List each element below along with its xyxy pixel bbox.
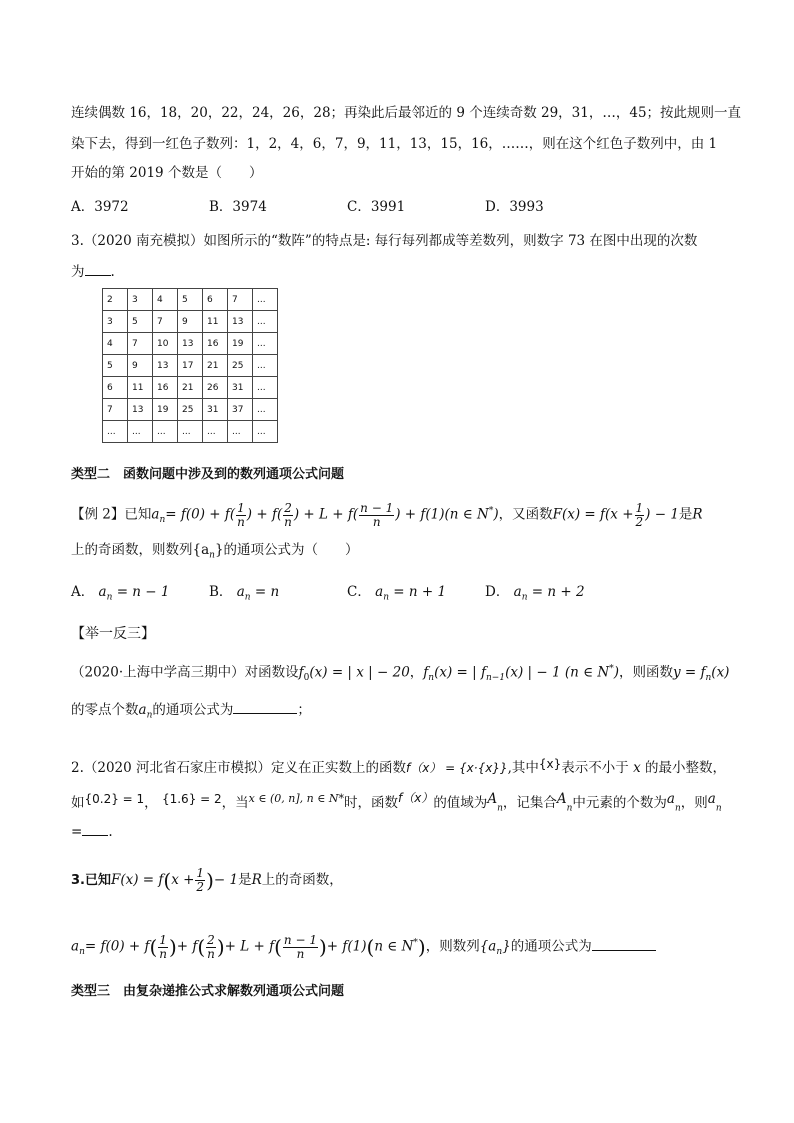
answer-blank bbox=[82, 835, 108, 836]
grid-cell: ... bbox=[253, 333, 278, 355]
p1-text: ； bbox=[297, 702, 311, 718]
grid-row bbox=[103, 377, 278, 399]
example2-text: }的通项公式为（ ） bbox=[214, 542, 359, 558]
choice-a: A．3972 bbox=[71, 199, 129, 215]
math-terms: n ∈ N bbox=[374, 938, 414, 955]
example2-text: 是 bbox=[678, 506, 693, 523]
type3-heading: 类型三 由复杂递推公式求解数列通项公式问题 bbox=[71, 984, 345, 999]
grid-row bbox=[103, 289, 278, 311]
p2-line-3 bbox=[71, 822, 113, 842]
fraction: $\frac{2}{n}$ bbox=[207, 932, 215, 961]
grid-cell: 19 bbox=[153, 399, 178, 421]
grid-cell: 16 bbox=[153, 377, 178, 399]
grid-cell: 6 bbox=[103, 377, 128, 399]
math-sub: n bbox=[209, 550, 215, 561]
math-terms: = f(0) + f( bbox=[165, 506, 236, 523]
p3-text: 3.已知 bbox=[71, 873, 111, 888]
fraction: $\frac{n - 1}{n}$ bbox=[360, 500, 394, 529]
grid-row bbox=[103, 399, 278, 421]
intro-line-3: 开始的第 2019 个数是（ ） bbox=[71, 165, 263, 181]
math-a: a bbox=[151, 506, 160, 523]
grid-cell: 13 bbox=[153, 355, 178, 377]
grid-cell: 13 bbox=[128, 399, 153, 421]
math-terms: = f(0) + f bbox=[84, 938, 150, 955]
math-seq: } bbox=[502, 938, 511, 955]
math-f: f（x） bbox=[397, 791, 434, 805]
math-a: a bbox=[707, 791, 716, 807]
math-domain: x ∈ (0, n], n ∈ N* bbox=[248, 792, 344, 805]
p2-text: ，则 bbox=[680, 795, 708, 811]
grid-cell: 3 bbox=[128, 289, 153, 311]
grid-cell: ... bbox=[253, 355, 278, 377]
math-terms: (x) bbox=[711, 664, 730, 681]
grid-cell: 11 bbox=[128, 377, 153, 399]
choice-b: B．3974 bbox=[209, 199, 267, 215]
grid-cell: 21 bbox=[203, 355, 228, 377]
p2-text: 的值域为 bbox=[433, 795, 488, 811]
fraction: $\frac{1}{n}$ bbox=[159, 932, 167, 961]
math-a: a bbox=[138, 702, 147, 718]
p1-text: 的通项公式为 bbox=[152, 702, 234, 718]
p3-text: 是 bbox=[238, 872, 252, 888]
grid-row bbox=[103, 311, 278, 333]
example2-line-2 bbox=[71, 540, 359, 566]
math-terms: ) − 1 bbox=[645, 506, 679, 523]
math-terms: + f(1) bbox=[326, 938, 367, 955]
math-terms: (x) = | f bbox=[434, 664, 486, 681]
grid-cell: 5 bbox=[178, 289, 203, 311]
p2-text: ，当 bbox=[221, 795, 249, 811]
choice-d: D．3993 bbox=[485, 199, 544, 215]
p2-text: 如 bbox=[71, 795, 85, 811]
math-A: A bbox=[487, 791, 498, 807]
p1-text: ，则函数 bbox=[618, 664, 673, 681]
grid-cell: 7 bbox=[103, 399, 128, 421]
grid-cell: 4 bbox=[103, 333, 128, 355]
math-terms: ) + L + f( bbox=[293, 506, 359, 523]
grid-cell: 25 bbox=[178, 399, 203, 421]
grid-cell: 9 bbox=[178, 311, 203, 333]
math-terms: + f bbox=[176, 938, 198, 955]
fraction: $\frac{2}{n}$ bbox=[284, 500, 292, 529]
math-terms: + L + f bbox=[224, 938, 275, 955]
q3-line-2 bbox=[71, 262, 115, 282]
math-terms: ) bbox=[613, 664, 619, 681]
choices-row-1 bbox=[71, 197, 544, 217]
choice-c: C．3991 bbox=[347, 199, 406, 215]
p2-text: = bbox=[71, 824, 83, 840]
grid-cell: ... bbox=[253, 377, 278, 399]
math-y: y = f bbox=[672, 664, 706, 681]
intro-line-2: 染下去，得到一红色子数列：1，2，4，6，7，9，11，13，15，16，……，则在这个红色子数列中，由 1 bbox=[71, 136, 718, 152]
p2-text: 中元素的个数为 bbox=[572, 795, 667, 811]
fraction: $\frac{1}{2}$ bbox=[196, 866, 205, 894]
grid-cell: 7 bbox=[128, 333, 153, 355]
math-brace: {x} bbox=[538, 757, 562, 771]
p2-line-2 bbox=[71, 784, 722, 823]
q3-prefix: 为 bbox=[71, 264, 85, 280]
grid-cell: 13 bbox=[178, 333, 203, 355]
p3-text: ，则数列 bbox=[425, 938, 480, 955]
math-F: F(x) = f bbox=[110, 872, 164, 888]
grid-cell: 7 bbox=[228, 289, 253, 311]
grid-cell: 5 bbox=[103, 355, 128, 377]
grid-cell: 9 bbox=[128, 355, 153, 377]
type2-heading: 类型二 函数问题中涉及到的数列通项公式问题 bbox=[71, 467, 345, 482]
math-sub: n bbox=[159, 515, 166, 526]
math-F: F(x) = f(x + bbox=[552, 506, 634, 523]
p1-line-1 bbox=[71, 657, 729, 690]
p3-line-2: $a_n= f(0) + f$( $\frac{1}{n}$ )+ f( $\frac{2}{n}$ )+ L + f( $\frac{n - 1}{n}$ )+ f(1)(n ∈ N*)，则数列$\{a_n\}$的通项公式为 bbox=[71, 926, 656, 969]
p2-text: 表示不小于 bbox=[561, 760, 629, 776]
p2-text: 时，函数 bbox=[343, 795, 398, 811]
p3-text: 的通项公式为 bbox=[510, 938, 592, 955]
math-star: * bbox=[413, 938, 418, 948]
grid-cell: 3 bbox=[103, 311, 128, 333]
grid-cell: ... bbox=[253, 399, 278, 421]
grid-cell: 31 bbox=[228, 377, 253, 399]
p3-line-1: 3.已知F(x) = f(x + $\frac{1}{2}$ )− 1是R上的奇函数， bbox=[71, 866, 343, 894]
p1-line-2 bbox=[71, 700, 311, 726]
grid-cell: 17 bbox=[178, 355, 203, 377]
grid-cell: 26 bbox=[203, 377, 228, 399]
choice-c: C． $a_n = n + 1$ bbox=[347, 584, 447, 603]
math-a: a bbox=[666, 791, 675, 807]
p2-text: 的最小整数， bbox=[645, 760, 726, 776]
math-example: {0.2} = 1 bbox=[84, 792, 145, 806]
grid-cell: 7 bbox=[153, 311, 178, 333]
math-R: R bbox=[692, 506, 703, 523]
math-terms: − 1 bbox=[213, 872, 239, 888]
grid-row bbox=[103, 421, 278, 443]
grid-cell: 5 bbox=[128, 311, 153, 333]
math-sub: n bbox=[715, 803, 722, 814]
example2-line-1 bbox=[71, 496, 703, 535]
math-sub: n bbox=[146, 710, 153, 721]
choice-a: A． $a_n = n - 1$ bbox=[71, 584, 170, 603]
grid-cell: 11 bbox=[203, 311, 228, 333]
math-terms: (x) | − 1 (n ∈ N bbox=[505, 664, 610, 681]
grid-cell: 31 bbox=[203, 399, 228, 421]
grid-cell: 21 bbox=[178, 377, 203, 399]
grid-cell: 4 bbox=[153, 289, 178, 311]
math-seq: {a bbox=[479, 938, 497, 955]
math-f: f bbox=[298, 664, 304, 681]
grid-cell: 13 bbox=[228, 311, 253, 333]
math-f: f bbox=[423, 664, 429, 681]
grid-cell: ... bbox=[178, 421, 203, 443]
grid-cell: ... bbox=[153, 421, 178, 443]
p2-text: 2.（2020 河北省石家庄市模拟）定义在正实数上的函数 bbox=[71, 760, 407, 776]
math-sub: 0 bbox=[303, 673, 310, 684]
math-f: f（x） = {x·{x}} bbox=[406, 761, 508, 775]
math-example: {1.6} = 2 bbox=[161, 792, 222, 806]
answer-blank bbox=[85, 275, 111, 276]
q3-suffix: . bbox=[110, 264, 115, 280]
math-sub: n bbox=[566, 803, 573, 814]
answer-blank bbox=[592, 950, 656, 951]
grid-row bbox=[103, 355, 278, 377]
math-terms: ) + f( bbox=[246, 506, 283, 523]
grid-cell: ... bbox=[253, 289, 278, 311]
answer-blank bbox=[233, 713, 297, 714]
math-terms: ) + f(1)(n ∈ N bbox=[395, 506, 489, 523]
math-sub: n bbox=[496, 947, 503, 958]
math-A: A bbox=[556, 791, 567, 807]
grid-cell: ... bbox=[228, 421, 253, 443]
math-terms: (x) = | x | − 20 bbox=[309, 664, 410, 681]
number-grid bbox=[102, 288, 278, 443]
math-star: * bbox=[609, 664, 614, 674]
grid-cell: 19 bbox=[228, 333, 253, 355]
grid-cell: 6 bbox=[203, 289, 228, 311]
math-terms: ) bbox=[493, 506, 499, 523]
fraction: $\frac{1}{2}$ bbox=[635, 500, 644, 529]
grid-cell: ... bbox=[253, 311, 278, 333]
fraction: $\frac{1}{n}$ bbox=[237, 500, 245, 529]
jyfs-heading: 【举一反三】 bbox=[71, 626, 155, 642]
choice-b: B． $a_n = n$ bbox=[209, 584, 280, 603]
example2-text: 上的奇函数，则数列{a bbox=[71, 542, 210, 558]
grid-cell: 2 bbox=[103, 289, 128, 311]
math-R: R bbox=[251, 872, 262, 888]
p3-text: 上的奇函数， bbox=[261, 872, 343, 888]
p1-text: （2020·上海中学高三期中）对函数设 bbox=[71, 664, 299, 681]
grid-cell: ... bbox=[103, 421, 128, 443]
grid-cell: 16 bbox=[203, 333, 228, 355]
p1-text: 的零点个数 bbox=[71, 702, 139, 718]
grid-cell: ... bbox=[203, 421, 228, 443]
math-sub: n−1 bbox=[485, 673, 506, 684]
math-sub: n bbox=[497, 803, 503, 814]
grid-cell: 25 bbox=[228, 355, 253, 377]
p2-text: . bbox=[108, 824, 113, 840]
math-sub: n bbox=[79, 947, 85, 958]
p2-text: ，记集合 bbox=[502, 795, 557, 811]
choices-row-2 bbox=[71, 582, 585, 608]
example2-text: ，又函数 bbox=[498, 506, 553, 523]
math-sub: n bbox=[674, 803, 681, 814]
math-sub: n bbox=[428, 673, 435, 684]
grid-row bbox=[103, 333, 278, 355]
p2-text: ， bbox=[144, 795, 158, 811]
p1-text: ， bbox=[409, 664, 424, 681]
math-x: x bbox=[633, 760, 641, 776]
p2-text: ,其中 bbox=[507, 760, 539, 776]
q3-line-1: 3.（2020 南充模拟）如图所示的“数阵”的特点是: 每行每列都成等差数列，则数字 73 在图中出现的次数 bbox=[71, 233, 698, 249]
grid-cell: ... bbox=[253, 421, 278, 443]
p2-line-1 bbox=[71, 752, 726, 780]
grid-cell: 37 bbox=[228, 399, 253, 421]
math-sub: n bbox=[705, 673, 712, 684]
math-a: a bbox=[71, 938, 80, 955]
grid-cell: ... bbox=[128, 421, 153, 443]
fraction: $\frac{n - 1}{n}$ bbox=[283, 932, 317, 961]
grid-cell: 10 bbox=[153, 333, 178, 355]
math-terms: x + bbox=[171, 872, 195, 888]
math-star: * bbox=[488, 506, 494, 516]
intro-line-1: 连续偶数 16，18，20，22，24，26，28；再染此后最邻近的 9 个连续奇数 29，31，…，45；按此规则一直 bbox=[71, 105, 742, 121]
example2-tag: 【例 2】已知 bbox=[71, 506, 152, 523]
choice-d: D． $a_n = n + 2$ bbox=[485, 584, 585, 603]
